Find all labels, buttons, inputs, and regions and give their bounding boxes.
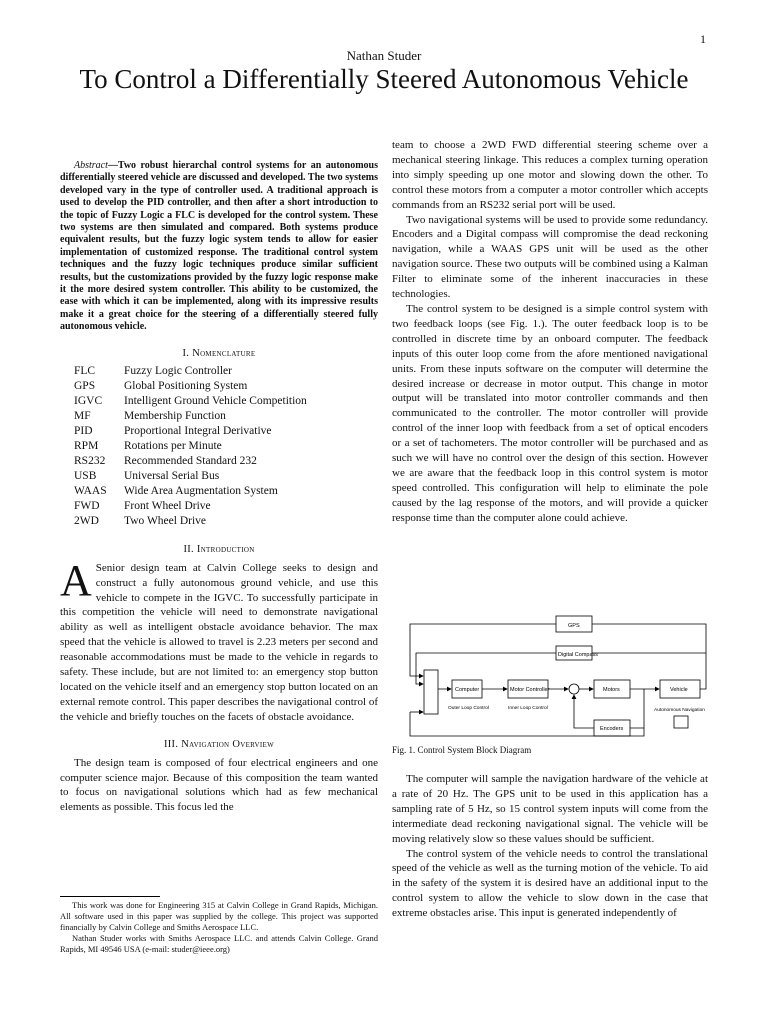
nomenclature-def: Membership Function xyxy=(124,409,226,422)
compass-label: Digital Compass xyxy=(558,652,599,658)
nomenclature-def: Proportional Integral Derivative xyxy=(124,424,272,437)
nomenclature-def: Universal Serial Bus xyxy=(124,469,220,482)
introduction-text: Senior design team at Calvin College seeks to design and construct a fully autonomous ground vehicle, and use this vehicle to compete in the IGVC. To successfully participate in this competition the vehicle will need to demonstrate navigational ability as well as intelligent obstacle avoidance behavior. The max speed that the vehicle is allowed to travel is 2.23 meters per second and reasonable accommodations must be made to the vehicle in regards to safety. These include, but are not limited to: an emergency stop button located on the vehicle itself and an emergency stop button located on an external remote control. This paper describes the navigational control of the vehicle and briefly touches on the facets of obstacle avoidance. xyxy=(60,561,378,723)
footnote-rule xyxy=(60,896,160,897)
nomenclature-abbr: RS232 xyxy=(74,454,106,467)
section-heading-introduction xyxy=(60,544,378,555)
nomenclature-def: Two Wheel Drive xyxy=(124,514,207,527)
outer-loop-label: Outer Loop Control xyxy=(448,706,489,711)
nomenclature-abbr: FWD xyxy=(74,499,100,512)
body-paragraph: team to choose a 2WD FWD differential steering scheme over a mechanical steering linkage. This reduces a complex turning operation into simply speeding up one motor and slowing down the other. To control these motors from a computer a motor controller which accepts commands from an RS232 serial port will be used. xyxy=(392,139,708,211)
nomenclature-row xyxy=(74,410,307,425)
sum-junction xyxy=(569,684,579,694)
navigation-paragraph: The design team is composed of four electrical engineers and one computer science major. Because of this composition the team wanted to focus on navigational solutions which had as few mechanical elements as possible. This focus led the xyxy=(60,756,378,814)
footnotes xyxy=(60,896,378,955)
nomenclature-def: Wide Area Augmentation System xyxy=(124,484,278,497)
nomenclature-row xyxy=(74,485,307,500)
section-number: II. xyxy=(183,543,194,555)
footnote-author: Nathan Studer works with Smiths Aerospace LLC. and attends Calvin College. Grand Rapids, MI 49546 USA (e-mail: studer@ieee.org) xyxy=(60,933,378,954)
nomenclature-abbr: 2WD xyxy=(74,514,99,527)
nomenclature-abbr: FLC xyxy=(74,364,96,377)
section-title: Navigation Overview xyxy=(181,738,275,750)
section-number: III. xyxy=(163,738,179,750)
nomenclature-row xyxy=(74,365,307,380)
abstract xyxy=(60,160,378,334)
body-paragraph: The control system of the vehicle needs to control the translational speed of the vehicle as well as the turning motion of the vehicle. To aid in the safety of the system it is desired have an additional input to the control system to allow the vehicle to slow down in the case that extreme obstacles arise. This input is generated independently of xyxy=(392,847,708,920)
nomenclature-abbr: MF xyxy=(74,409,91,422)
nomenclature-abbr: GPS xyxy=(74,379,96,392)
section-title: Nomenclature xyxy=(192,347,256,359)
left-column xyxy=(60,160,378,815)
nomenclature-def: Recommended Standard 232 xyxy=(124,454,257,467)
body-paragraph: The computer will sample the navigation hardware of the vehicle at a rate of 20 Hz. The GPS unit to be used in this application has a sampling rate of 5 Hz, so 15 control system inputs will come from the intermediate dead reckoning navigational signal. The vehicle will be moving relatively slow so these values should be sufficient. xyxy=(392,773,708,845)
section-heading-navigation xyxy=(60,739,378,750)
right-column xyxy=(392,138,708,526)
nomenclature-abbr: PID xyxy=(74,424,93,437)
right-column-lower xyxy=(392,772,708,921)
body-paragraph: The control system to be designed is a simple control system with two feedback loops (see Fig. 1.). The outer feedback loop is to be controlled in discrete time by an onboard computer. The feedback inputs of this outer loop come from the afore mentioned navigational units. From these inputs software on the computer will determine the desired increase or decrease in motor output. This change in motor output will be translated into motor controller commands and then communicated to the controller. The motor controller will provide control of the inner loop with feedback from a set of optical encoders or a set of tachometers. The motor controller will be purchased and as such we will have no control over the design of this section. However we are aware that the feedback loop in this control system is motor speed controlled. This configuration will help to eliminate the pole caused by the lag response of the motors, and will provide a quicker response time than the computer alone could achieve. xyxy=(392,302,708,524)
computer-label: Computer xyxy=(455,687,480,693)
gps-label: GPS xyxy=(568,623,580,629)
abstract-label: Abstract xyxy=(74,160,108,171)
section-title: Introduction xyxy=(196,543,255,555)
nomenclature-table xyxy=(74,365,307,530)
inner-loop-label: Inner Loop Control xyxy=(508,706,548,711)
nomenclature-row xyxy=(74,425,307,440)
nomenclature-row xyxy=(74,515,307,530)
motor-controller-label: Motor Controller xyxy=(510,687,550,693)
summing-block xyxy=(424,670,438,714)
introduction-paragraph xyxy=(60,555,378,725)
paper-title: To Control a Differentially Steered Autonomous Vehicle xyxy=(79,64,689,94)
drop-cap: A xyxy=(60,555,92,605)
motors-label: Motors xyxy=(603,687,620,693)
nomenclature-row xyxy=(74,395,307,410)
nomenclature-def: Front Wheel Drive xyxy=(124,499,211,512)
nomenclature-abbr: RPM xyxy=(74,439,99,452)
nomenclature-abbr: IGVC xyxy=(74,394,103,407)
nomenclature-def: Global Positioning System xyxy=(124,379,248,392)
nomenclature-row xyxy=(74,380,307,395)
page-number: 1 xyxy=(700,32,706,46)
encoders-label: Encoders xyxy=(600,726,624,732)
figure-caption: Fig. 1. Control System Block Diagram xyxy=(392,745,532,755)
section-number: I. xyxy=(182,347,190,359)
abstract-dash: — xyxy=(107,160,118,171)
author-name: Nathan Studer xyxy=(346,48,422,63)
nomenclature-abbr: USB xyxy=(74,469,97,482)
vehicle-label: Vehicle xyxy=(670,687,688,693)
nomenclature-row xyxy=(74,440,307,455)
abstract-text: Two robust hierarchal control systems for an autonomous differentially steered vehicle are discussed and developed. The two systems developed vary in the type of controller used. A traditional approach is used to develop the PID controller, and then after a short introduction to the topic of Fuzzy Logic a FLC is developed for the control system. These two systems are then simulated and compared. Both systems produce equivalent results, but the fuzzy logic system tends to allow for easier implementation of customized response. The traditional control system techniques and the fuzzy logic techniques produce similar sufficient results, but the customizations provided by the fuzzy logic response make it the more desired system controller. This ability to be customized, the ease with which it can be implemented, along with its impressive results make it a great choice for the steering of a differentially steered fully autonomous vehicle. xyxy=(60,160,378,333)
autonomous-navigation-label: Autonomous Navigation xyxy=(654,708,705,713)
nomenclature-def: Fuzzy Logic Controller xyxy=(124,364,232,377)
autonomous-navigation-icon xyxy=(674,716,688,728)
nomenclature-abbr: WAAS xyxy=(74,484,107,497)
nomenclature-row xyxy=(74,500,307,515)
nomenclature-def: Rotations per Minute xyxy=(124,439,222,452)
nomenclature-row xyxy=(74,455,307,470)
nomenclature-row xyxy=(74,470,307,485)
section-heading-nomenclature xyxy=(60,348,378,359)
control-system-block-diagram xyxy=(404,612,712,740)
footnote-funding: This work was done for Engineering 315 at Calvin College in Grand Rapids, Michigan. All software used in this paper was supplied by the college. This project was supported financially by Calvin College and Smiths Aerospace LLC. xyxy=(60,900,378,932)
body-paragraph: Two navigational systems will be used to provide some redundancy. Encoders and a Digital compass will compromise the dead reckoning navigation, while a WAAS GPS unit will be used as the other navigation source. These two outputs will be combined using a Kalman Filter to eliminate some of the inherent inaccuracies in these technologies. xyxy=(392,213,708,301)
nomenclature-def: Intelligent Ground Vehicle Competition xyxy=(124,394,307,407)
